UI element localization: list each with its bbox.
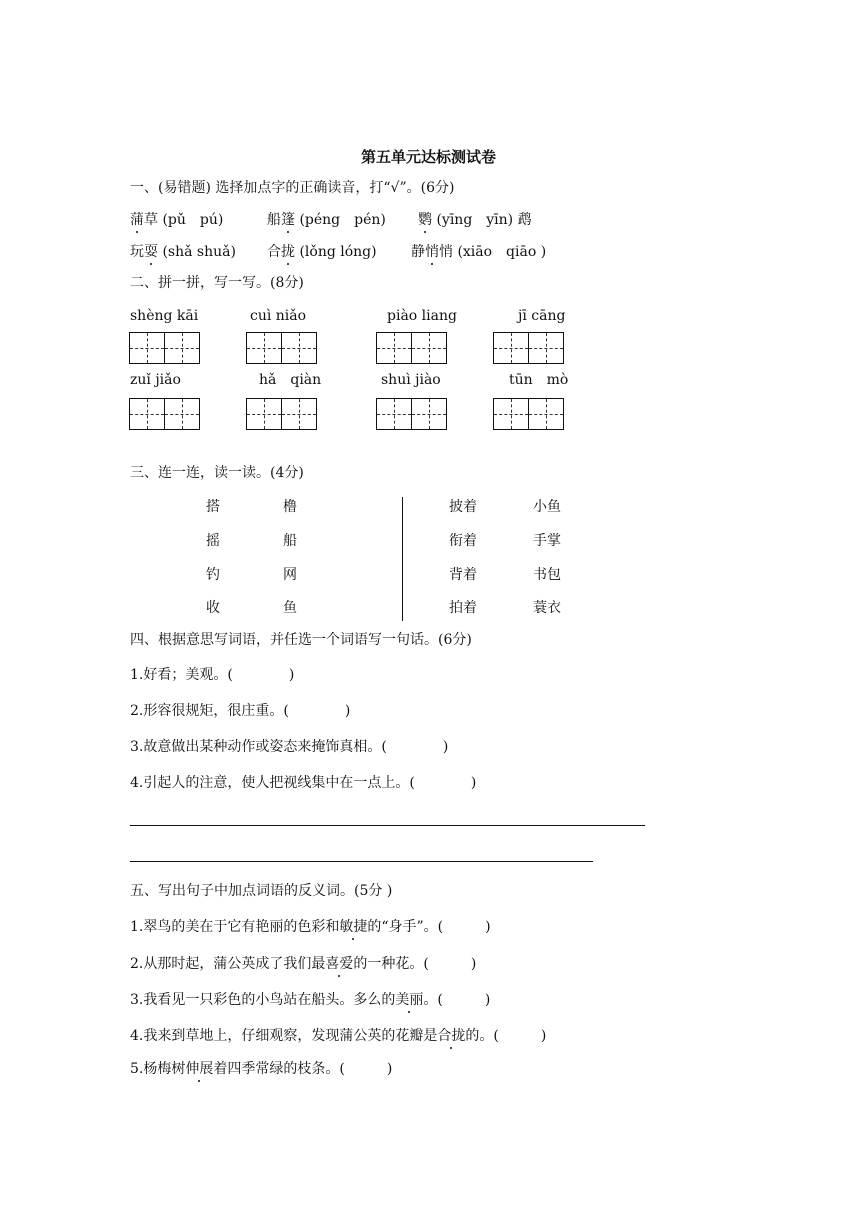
q5-item-3: 3.我看见一只彩色的小鸟站在船头。多么的美丽。( ) (130, 992, 491, 1008)
writing-grid[interactable] (493, 332, 564, 364)
pinyin-label: shèng kāi (130, 308, 199, 324)
pinyin-label: shuì jiào (381, 372, 441, 388)
grid-cell[interactable] (281, 332, 317, 364)
q1-item-6: 静悄悄 (xiāo qiāo ) (411, 244, 547, 260)
grid-cell[interactable] (129, 398, 165, 430)
grid-cell[interactable] (411, 332, 447, 364)
answer-line[interactable] (130, 825, 645, 826)
q1-item-4: 玩耍 (shǎ shuǎ) (130, 244, 236, 260)
match-word[interactable]: 书包 (533, 567, 561, 583)
pinyin-label: piào liang (387, 308, 457, 324)
match-word[interactable]: 橹 (283, 499, 297, 515)
grid-cell[interactable] (411, 398, 447, 430)
match-word[interactable]: 衔着 (449, 533, 477, 549)
q4-item-1: 1.好看；美观。( ) (130, 667, 295, 683)
page-title: 第五单元达标测试卷 (361, 148, 497, 166)
q5-item-2: 2.从那时起，蒲公英成了我们最喜爱的一种花。( ) (130, 956, 477, 972)
match-word[interactable]: 蓑衣 (533, 600, 561, 616)
q1-item-1: 蒲草 (pǔ pú) (130, 212, 224, 228)
grid-cell[interactable] (164, 398, 200, 430)
match-word[interactable]: 网 (283, 567, 297, 583)
section-2-heading: 二、拼一拼，写一写。(8分) (130, 275, 304, 291)
pinyin-label: hǎ qiàn (259, 372, 322, 388)
section-3-heading: 三、连一连，读一读。(4分) (130, 465, 304, 481)
grid-cell[interactable] (164, 332, 200, 364)
grid-cell[interactable] (129, 332, 165, 364)
writing-grid[interactable] (129, 332, 200, 364)
grid-cell[interactable] (493, 332, 529, 364)
grid-cell[interactable] (376, 398, 412, 430)
writing-grid[interactable] (129, 398, 200, 430)
match-word[interactable]: 背着 (449, 567, 477, 583)
q5-item-4: 4.我来到草地上，仔细观察，发现蒲公英的花瓣是合拢的。( ) (130, 1028, 547, 1044)
section-5-heading: 五、写出句子中加点词语的反义词。(5分 ) (130, 883, 393, 899)
match-word[interactable]: 船 (283, 533, 297, 549)
match-word[interactable]: 小鱼 (533, 499, 561, 515)
match-word[interactable]: 手掌 (533, 533, 561, 549)
match-word[interactable]: 搭 (206, 499, 220, 515)
section-4-heading: 四、根据意思写词语，并任选一个词语写一句话。(6分) (130, 632, 472, 648)
pinyin-label: jī cāng (518, 308, 566, 324)
q5-item-5: 5.杨梅树伸展着四季常绿的枝条。( ) (130, 1061, 393, 1077)
grid-cell[interactable] (493, 398, 529, 430)
pinyin-label: zuǐ jiǎo (130, 372, 181, 388)
q1-item-3: 鹦 (yīng yīn) 鹉 (418, 212, 532, 228)
match-word[interactable]: 拍着 (449, 600, 477, 616)
writing-grid[interactable] (246, 332, 317, 364)
grid-cell[interactable] (281, 398, 317, 430)
pinyin-label: tūn mò (509, 372, 569, 388)
writing-grid[interactable] (246, 398, 317, 430)
section-1-heading: 一、(易错题) 选择加点字的正确读音，打“√”。(6分) (130, 180, 455, 196)
q1-item-2: 船篷 (péng pén) (267, 212, 386, 228)
q1-item-5: 合拢 (lǒng lóng) (267, 244, 377, 260)
match-word[interactable]: 披着 (449, 499, 477, 515)
match-word[interactable]: 收 (206, 600, 220, 616)
q5-item-1: 1.翠鸟的美在于它有艳丽的色彩和敏捷的“身手”。( ) (130, 919, 491, 935)
q4-item-4: 4.引起人的注意，使人把视线集中在一点上。( ) (130, 775, 477, 791)
match-word[interactable]: 钓 (206, 567, 220, 583)
grid-cell[interactable] (528, 332, 564, 364)
answer-line[interactable] (130, 861, 593, 862)
match-word[interactable]: 摇 (206, 533, 220, 549)
grid-cell[interactable] (246, 332, 282, 364)
column-divider (402, 497, 403, 621)
writing-grid[interactable] (376, 332, 447, 364)
q4-item-2: 2.形容很规矩，很庄重。( ) (130, 703, 351, 719)
match-word[interactable]: 鱼 (283, 600, 297, 616)
pinyin-label: cuì niǎo (250, 308, 307, 324)
writing-grid[interactable] (376, 398, 447, 430)
grid-cell[interactable] (376, 332, 412, 364)
grid-cell[interactable] (528, 398, 564, 430)
grid-cell[interactable] (246, 398, 282, 430)
q4-item-3: 3.故意做出某种动作或姿态来掩饰真相。( ) (130, 739, 449, 755)
writing-grid[interactable] (493, 398, 564, 430)
